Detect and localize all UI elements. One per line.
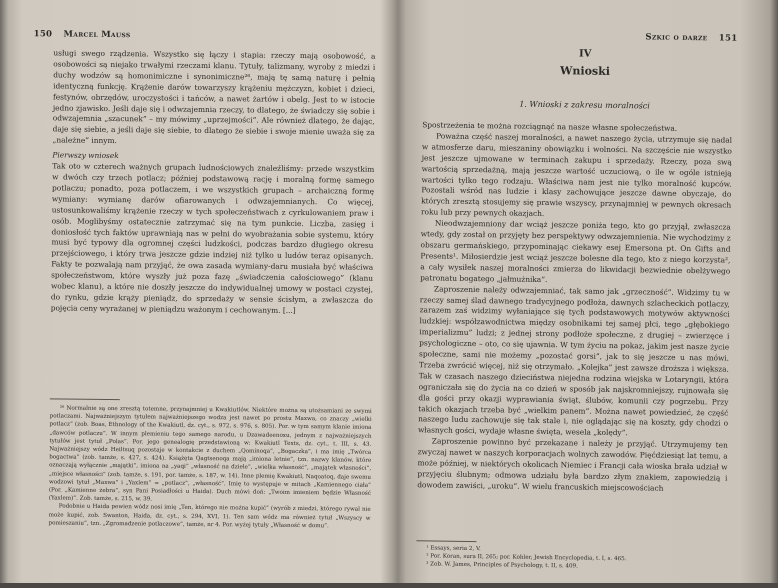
footnote: ²⁶ Normalnie są one zresztą totemne, przynajmniej u Kwakiutlów. Niektóre można są utożsamiani ze swymi potlaczami. Najważniejszym tytułem najważniejszego wodza jest nawet po prostu Maxwa, co znaczy „wielki potlacz” (zob. Boas, Ethnology of the Kwakiutl, dz. cyt., s. 972, s. 976, s. 805). Por. w tym samym klanie imiona „dawców potlaczu”. W innym plemieniu tego samego narodu, u Dzawadeenoxu, jednym z najważniejszych tytułów jest tytuł „Polas”. Por. jego genealogię przedstawioną w: Kwakiutl Texts, dz. cyt., t. III, s. 43. Najważniejszy wódz Heiltsuq pozostaje w kontakcie z duchem „Qominoqa”, „Bogaczka”, i ma imię „Twórca bogactwa” (zob. tamże, s. 427, s. 424). Książęta Qagtsenoqa mają „imiona letnie”, tzn. nazwy klanów, które oznaczają wyłącznie „majątki”, imiona na „yaqi” „własność na dziele”, „wielka własność”, „majątek własności”, „miejsce własności” (zob. tamże, s. 191, por. tamże, s. 187, w. 14). Inne plemię Kwakiutl, Naqoatoq, daje swemu wodzowi tytuł „Maxwa” i „Yaxlem” = „potlacz”, „własność”. Imię to występuje w mitach „Kamiennego ciała” (Por. „Kamienne żebra”, syn Pani Posiadłości u Haida). Duch mówi doń: „Twoim imieniem będzie Własność (Yaxlem)”. Zob. tamże, s. 215, w. 39. bbox=[48, 405, 372, 503]
chapter-number: IV bbox=[578, 48, 592, 60]
footnote: ¹ Essays, seria 2, V. bbox=[426, 545, 481, 553]
paragraph: Zaproszenie powinno być przekazane i należy je przyjąć. Utrzymujemy ten zwyczaj nawet w naszych korporacjach wolnych zawodów. Pięćdziesiąt lat temu, a może później, w niektórych okolicach Niemiec i Francji cała wioska brała udział w przyjęciu ślubnym; odmowa udziału była bardzo złym znakiem, zapowiedzią i dowodem zawiści, „uroku”. W wielu francuskich miejscowościach bbox=[417, 436, 728, 493]
section-heading: Pierwszy wniosek bbox=[52, 150, 119, 161]
left-page-number: 150 bbox=[33, 29, 53, 40]
paragraph: Zaproszenie należy odwzajemniać, tak samo jak „grzeczność”. Widzimy tu w rzeczy samej ślad dawnego tradycyjnego podłoża, dawnych szlacheckich potlaczy, zarazem zaś widzimy wyłaniające się tych podstawowych motywów aktywności ludzkiej: współzawodnictwa między osobnikami tej samej płci, tego „głębokiego imperializmu” ludzi; z jednej strony podłoże społeczne, z drugiej – zwierzęce i psychologiczne – oto, co się ujawnia. W tym życiu na pokaz, jakim jest nasze życie społeczne, sami nie możemy „pozostać gorsi”, jak to się jeszcze u nas mówi. Trzeba zwrócić więcej, niż się otrzymało. „Kolejka” jest zawsze droższa i większa. Tak w czasach naszego dzieciństwa niejedna rodzina wiejska w Lotaryngii, która ograniczała się do życia na co dzień w sposób jak najskromniejszy, rujnowała się dla gości przy okazji wyprawiania świąt, ślubów, komunii czy pogrzebu. Przy takich okazjach trzeba być „wielkim panem”. Można nawet powiedzieć, że część naszego ludu zachowuje się tak stale i, nie oglądając się na koszty, gdy chodzi o własnych gości, wydaje własne święta, wesela „kolędy”. bbox=[417, 284, 731, 438]
left-body bbox=[51, 48, 376, 317]
paragraph: usługi swego rządzenia. Wszystko się łączy i stapia: rzeczy mają osobowość, a osobowości są niejako trwałymi rzeczami klanu. Tytuły, talizmany, wyroby z miedzi i duchy wodzów są homonimiczne i synonimiczne²⁶, mają tę samą naturę i pełnią identyczną funkcję. Krążenie darów towarzyszy krążeniu mężczyzn, kobiet i dzieci, festynów, obrzędów, uroczystości i tańców, a nawet żartów i obelg. Jest to w istocie jedno zjawisko. Jeśli daje się i odwzajemnia rzeczy, to dlatego, że świadczy się sobie i odwzajemnia „szacunek” – my mówimy „uprzejmości”. Ale również dlatego, że dając, daje się siebie, a jeśli daje się siebie, to dlatego że siebie i swoje mienie uważa się za „należne” innym. bbox=[52, 48, 376, 146]
right-footnotes bbox=[416, 544, 726, 573]
footnote: ³ Zob. W. James, Principles of Psychology, t. II, s. 409. bbox=[426, 561, 578, 570]
paragraph: Tak oto w czterech ważnych grupach ludnościowych znaleźliśmy: przede wszystkim w dwóch czy trzech potlacz; później podstawową rację i moralną formę samego potlaczu; ponadto, poza potlaczem, i we wszystkich grupach – archaiczną formę wymiany: wymianę darów ofiarowanych i odwzajemnianych. Co więcej, ustosunkowaliśmy krążenie rzeczy w tych społeczeństwach z cyrkulowaniem praw i osób. Moglibyśmy ostatecznie zatrzymać się na tym punkcie. Liczba, zasięg i doniosłość tych faktów uprawniają nas w pełni do wyobrażania sobie systemu, który musi być typowy dla ogromnej części ludzkości, podczas bardzo długiego okresu przejściowego, i który trwa jeszcze gdzie indziej niż tylko u ludów teraz opisanych. Fakty te pozwalają nam przyjąć, że owa zasada wymiany-daru musiała być właściwa społeczeństwom, które wyszły już poza fazę „świadczenia całościowego” (klanu wobec klanu), a które nie doszły jeszcze do indywidualnej umowy w postaci czystej, do rynku, gdzie krąży pieniądz, do sprzedaży w sensie ścisłym, a zwłaszcza do pojęcia ceny wyrażanej w pieniądzu ważonym i cechowanym. [...] bbox=[50, 161, 375, 315]
left-running-head: Marcel Mauss bbox=[63, 29, 131, 41]
right-body bbox=[417, 120, 732, 495]
left-page bbox=[8, 0, 390, 587]
paragraph: Spostrzeżenia te można rozciągnąć na nasze własne społeczeństwa. bbox=[422, 120, 678, 133]
right-running-head: Szkic o darze bbox=[645, 32, 708, 44]
footnote: ² Por. Koran, sura II, 265; por. Kohler, Jewish Encyclopedia, t. I, s. 465. bbox=[426, 553, 627, 563]
left-header bbox=[34, 29, 131, 40]
footnote-rule bbox=[416, 540, 476, 542]
right-page bbox=[394, 0, 770, 588]
right-header bbox=[645, 32, 737, 43]
right-page-number: 151 bbox=[718, 33, 738, 44]
paragraph: Nieodwzajemniony dar wciąż jeszcze poniża tego, kto go przyjął, zwłaszcza wtedy, gdy został on przyjęty bez perspektywy odwzajemnienia. Nie wychodzimy z obszaru germańskiego, przypominając ciekawy esej Emersona pt. On Gifts and Presents¹. Miłosierdzie jest wciąż jeszcze bolesne dla tego, kto z niego korzysta², a cały wysiłek naszej moralności zmierza do likwidacji bezwiednie obelżywego patronatu bogatego „jałmużnika”. bbox=[420, 218, 731, 284]
footnote-rule bbox=[50, 398, 120, 400]
left-footnotes bbox=[48, 404, 371, 530]
section-heading: 1. Wnioski z zakresu moralności bbox=[519, 99, 650, 111]
footnote: Podobnie u Haida pewien wódz nosi imię „Ten, którego nie można kupić” (wyrób z miedzi, którego rywal nie może kupić, zob. Swanton, Haida, dz. cyt., s. 294, XVI, 1). Ten sam wódz ma również tytuł „Wszyscy w pomieszaniu”, tzn. „Zgromadzenie potlaczowe”, tamże, nr 4. Por. wyżej tytuły „Własność w domu”. bbox=[48, 503, 371, 530]
paragraph: Poważna część naszej moralności, a nawet naszego życia, utrzymuje się nadal w atmosferze daru, mieszaniny obowiązku i wolności. Na szczęście nie wszystko jest jeszcze ujmowane w terminach zakupu i sprzedaży. Rzeczy, poza swą wartością sprzedażną, mają jeszcze wartość uczuciową, o ile w ogóle istnieją wartości tylko tego rodzaju. Właściwa nam jest nie tylko moralność kupców. Pozostali wśród nas ludzie i klasy zachowujące jeszcze dawne obyczaje, do których zresztą stosujemy się prawie wszyscy, przynajmniej w pewnych okresach roku lub przy pewnych okazjach. bbox=[420, 131, 733, 219]
chapter-title: Wnioski bbox=[559, 64, 611, 78]
